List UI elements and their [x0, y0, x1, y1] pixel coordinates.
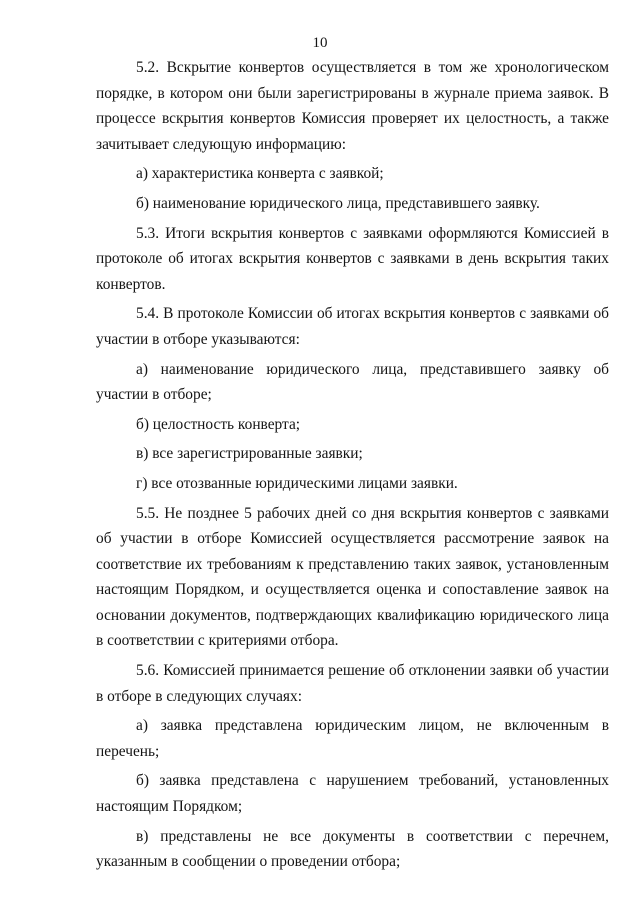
page-number: 10: [312, 35, 328, 51]
paragraph-5-6: 5.6. Комиссией принимается решение об отклонении заявки об участии в отборе в следующих случаях:: [96, 662, 609, 705]
list-item-a: а) характеристика конверта с заявкой;: [136, 165, 384, 183]
paragraph-5-5: 5.5. Не позднее 5 рабочих дней со дня вскрытия конвертов с заявками об участии в отборе Комиссией осуществляется рассмотрение заявок на соответствие их требованиям к представлению таких заявок, установленным настоящим Порядком, и осуществляется оценка и сопоставление заявок на основании документов, подтверждающих квалификацию юридического лица в соответствии с критериями отбора.: [96, 504, 609, 650]
list-item-a: а) наименование юридического лица, представившего заявку об участии в отборе;: [96, 360, 609, 404]
document-body: [96, 55, 609, 879]
list-item-b: б) наименование юридического лица, представившего заявку.: [136, 194, 540, 212]
list-item-b: б) целостность конверта;: [136, 415, 301, 433]
paragraph-5-3: 5.3. Итоги вскрытия конвертов с заявками оформляются Комиссией в протоколе об итогах вскрытия конвертов с заявками в день вскрытия таких конвертов.: [96, 224, 609, 293]
list-item-a: а) заявка представлена юридическим лицом, не включенным в перечень;: [96, 717, 609, 760]
list-item-g: г) все отозванные юридическими лицами заявки.: [136, 474, 458, 492]
list-item-b: б) заявка представлена с нарушением требований, установленных настоящим Порядком;: [96, 772, 609, 816]
paragraph-5-4: 5.4. В протоколе Комиссии об итогах вскрытия конвертов с заявками об участии в отборе указываются:: [96, 305, 609, 348]
paragraph-5-2: 5.2. Вскрытие конвертов осуществляется в том же хронологическом порядке, в котором они были зарегистрированы в журнале приема заявок. В процессе вскрытия конвертов Комиссия проверяет их целостность, а также зачитывает следующую информацию:: [96, 59, 609, 153]
list-item-v: в) представлены не все документы в соответствии с перечнем, указанным в сообщении о проведении отбора;: [96, 827, 609, 871]
list-item-v: в) все зарегистрированные заявки;: [136, 445, 363, 463]
